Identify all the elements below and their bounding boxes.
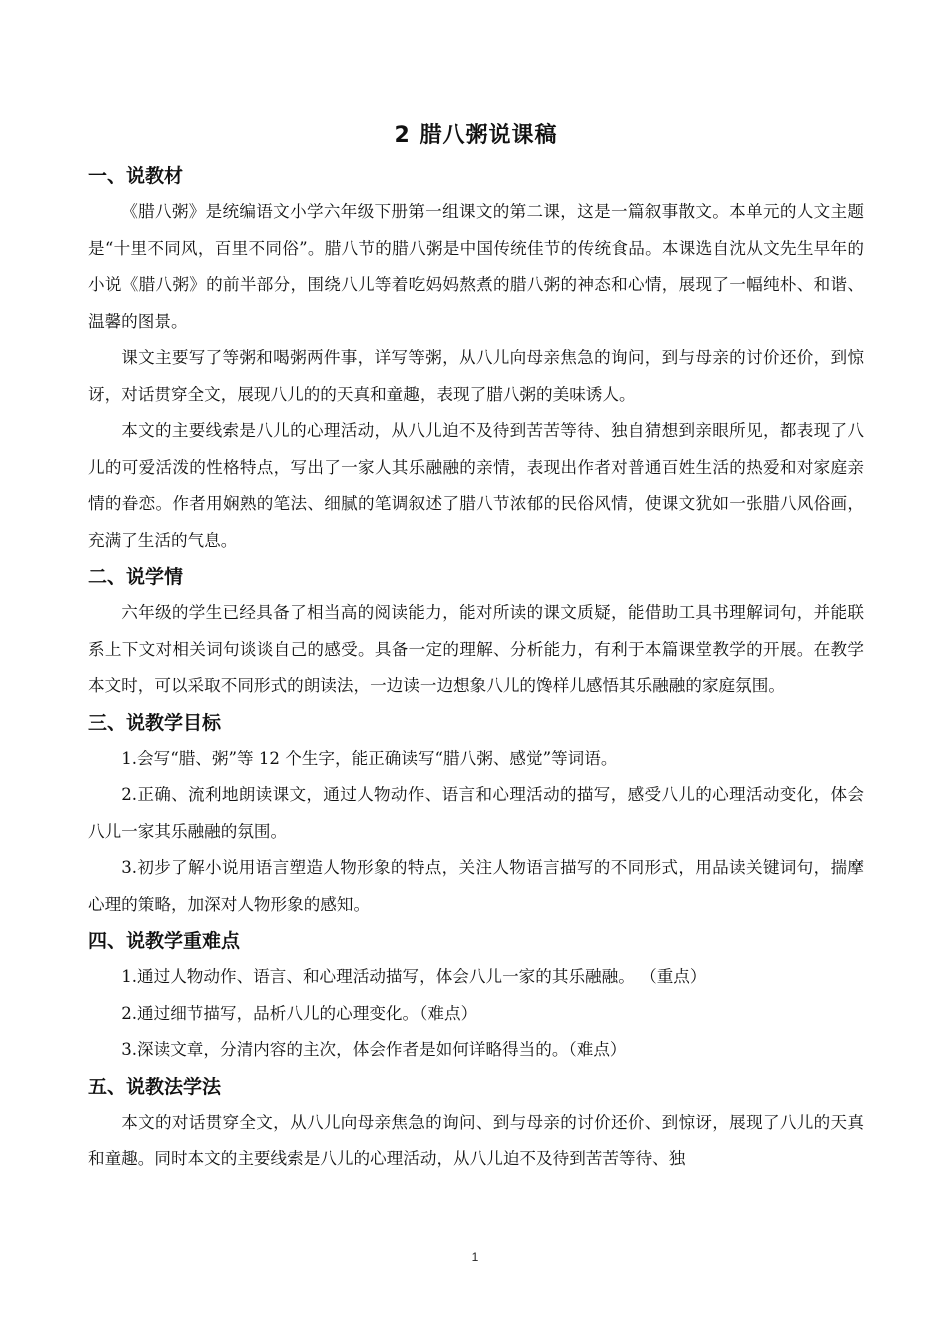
paragraph: 六年级的学生已经具备了相当高的阅读能力，能对所读的课文质疑，能借助工具书理解词句，并能联系上下文对相关词句谈谈自己的感受。具备一定的理解、分析能力，有利于本篇课堂教学的开展。在教学本文时，可以采取不同形式的朗读法，一边读一边想象八儿的馋样儿感悟其乐融融的家庭氛围。 — [88, 603, 864, 695]
paragraph: 本文的对话贯穿全文，从八儿向母亲焦急的询问、到与母亲的讨价还价、到惊讶，展现了八儿的天真和童趣。同时本文的主要线索是八儿的心理活动，从八儿迫不及待到苦苦等待、独 — [88, 1112, 864, 1168]
section-heading-key-difficulties: 四、说教学重难点 — [88, 930, 241, 952]
document-page — [88, 118, 864, 1178]
list-item: 3.初步了解小说用语言塑造人物形象的特点，关注人物语言描写的不同形式，用品读关键词句，揣摩心理的策略，加深对人物形象的感知。 — [88, 858, 864, 914]
section-heading-teaching-material: 一、说教材 — [88, 165, 184, 187]
paragraph: 《腊八粥》是统编语文小学六年级下册第一组课文的第二课，这是一篇叙事散文。本单元的人文主题是“十里不同风，百里不同俗”。腊八节的腊八粥是中国传统佳节的传统食品。本课选自沈从文先生早年的小说《腊八粥》的前半部分，围绕八儿等着吃妈妈熬煮的腊八粥的神态和心情，展现了一幅纯朴、和谐、温馨的图景。 — [88, 202, 864, 331]
page-number: 1 — [471, 1250, 479, 1264]
section-heading-teaching-methods: 五、说教法学法 — [88, 1075, 222, 1098]
paragraph: 课文主要写了等粥和喝粥两件事，详写等粥，从八儿向母亲焦急的询问，到与母亲的讨价还价，到惊讶，对话贯穿全文，展现八儿的的天真和童趣，表现了腊八粥的美味诱人。 — [88, 348, 864, 404]
list-item: 1.会写“腊、粥”等 12 个生字，能正确读写“腊八粥、感觉”等词语。 — [121, 748, 618, 768]
list-item: 3.深读文章，分清内容的主次，体会作者是如何详略得当的。（难点） — [121, 1040, 627, 1059]
list-item: 2.通过细节描写，品析八儿的心理变化。（难点） — [121, 1003, 478, 1023]
paragraph: 本文的主要线索是八儿的心理活动，从八儿迫不及待到苦苦等待、独自猜想到亲眼所见，都表现了八儿的可爱活泼的性格特点，写出了一家人其乐融融的亲情，表现出作者对普通百姓生活的热爱和对家庭亲情的眷恋。作者用娴熟的笔法、细腻的笔调叙述了腊八节浓郁的民俗风情，使课文犹如一张腊八风俗画，充满了生活的气息。 — [88, 421, 864, 550]
list-item: 1.通过人物动作、语言、和心理活动描写，体会八儿一家的其乐融融。 （重点） — [121, 967, 707, 986]
document-title: 2 腊八粥说课稿 — [394, 123, 558, 148]
section-heading-teaching-goals: 三、说教学目标 — [88, 711, 222, 734]
section-heading-student-analysis: 二、说学情 — [88, 566, 184, 588]
list-item: 2.正确、流利地朗读课文，通过人物动作、语言和心理活动的描写，感受八儿的心理活动变化，体会八儿一家其乐融融的氛围。 — [88, 785, 864, 841]
